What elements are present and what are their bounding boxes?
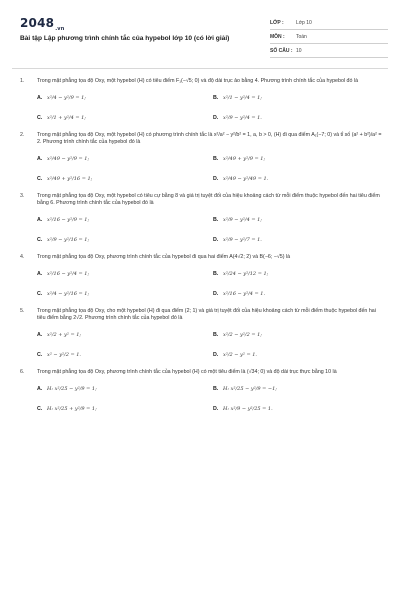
question-number: 6. bbox=[20, 368, 25, 375]
question-1 bbox=[20, 78, 382, 123]
question-number: 3. bbox=[20, 192, 25, 199]
meta-label: SỐ CÂU : bbox=[270, 47, 293, 54]
answer-options bbox=[37, 270, 382, 299]
option-text: H: x²/25 + y²/9 = 1; bbox=[47, 405, 97, 412]
question-5 bbox=[20, 308, 382, 360]
meta-label: MÔN : bbox=[270, 33, 285, 40]
meta-value: Toán bbox=[296, 33, 307, 40]
option-d[interactable] bbox=[213, 404, 383, 413]
option-d[interactable] bbox=[213, 351, 383, 360]
option-text: H: x²/9 − y²/25 = 1. bbox=[223, 405, 273, 412]
option-b[interactable] bbox=[213, 331, 383, 340]
question-head bbox=[20, 193, 382, 208]
answer-options bbox=[37, 216, 382, 245]
option-text: x²/49 − y²/49 = 1. bbox=[223, 176, 269, 183]
question-text: Trong mặt phẳng tọa độ Oxy, cho một hypebol (H) đi qua điểm (2; 1) và giá trị tuyệt đối của hiệu khoảng cách từ mỗi điểm thuộc hypebol đến hai tiêu điểm bằng 2√2. Phương trình chính tắc của hypebol đó là bbox=[37, 307, 376, 322]
option-letter: A. bbox=[37, 95, 43, 102]
option-text: x²/9 − y²/4 = 1; bbox=[223, 217, 262, 224]
answer-options bbox=[37, 155, 382, 184]
option-letter: D. bbox=[213, 176, 219, 183]
meta-row-class bbox=[270, 16, 388, 30]
option-text: x²/24 − y²/12 = 1; bbox=[223, 271, 269, 278]
option-b[interactable] bbox=[213, 155, 383, 164]
option-a[interactable] bbox=[37, 384, 213, 393]
question-text: Trong mặt phẳng tọa độ Oxy, một hypebol có tiêu cự bằng 8 và giá trị tuyệt đối của hiệu khoảng cách từ mỗi điểm thuộc hypebol đến hai tiêu điểm bằng 6. Phương trình chính tắc của hypebol đó là bbox=[37, 192, 380, 207]
question-number: 4. bbox=[20, 253, 25, 260]
option-a[interactable] bbox=[37, 216, 213, 225]
option-text: x²/2 − y² = 1. bbox=[223, 352, 258, 359]
meta-row-count bbox=[270, 44, 388, 58]
option-text: x²/1 + y²/4 = 1; bbox=[47, 115, 86, 122]
option-d[interactable] bbox=[213, 114, 383, 123]
question-text: Trong mặt phẳng tọa độ Oxy, phương trình chính tắc của hypebol (H) có một tiêu điểm là (√34; 0) và độ dài trục thực bằng 10 là bbox=[37, 368, 337, 375]
document-title: Bài tập Lập phương trình chính tắc của hypebol lớp 10 (có lời giải) bbox=[20, 35, 230, 42]
question-text: Trong mặt phẳng tọa độ Oxy, phương trình chính tắc của hypebol đi qua hai điểm A(4√2; 2) và B(−6; −√5) là bbox=[37, 253, 291, 260]
page-header bbox=[12, 12, 388, 62]
option-letter: B. bbox=[213, 217, 219, 224]
option-text: x²/2 + y² = 1; bbox=[47, 332, 82, 339]
option-b[interactable] bbox=[213, 270, 383, 279]
option-a[interactable] bbox=[37, 270, 213, 279]
logo-domain: .vn bbox=[55, 26, 65, 33]
option-text: H: x²/25 − y²/9 = 1; bbox=[47, 385, 97, 392]
option-letter: C. bbox=[37, 176, 43, 183]
option-d[interactable] bbox=[213, 175, 383, 184]
option-text: x²/49 + y²/16 = 1; bbox=[47, 176, 93, 183]
meta-label: LỚP : bbox=[270, 19, 284, 26]
option-letter: B. bbox=[213, 95, 219, 102]
option-c[interactable] bbox=[37, 404, 213, 413]
question-3 bbox=[20, 193, 382, 245]
option-text: H: x²/25 − y²/9 = −1; bbox=[223, 385, 277, 392]
option-letter: D. bbox=[213, 352, 219, 359]
option-text: x² − y²/2 = 1. bbox=[47, 352, 82, 359]
meta-value: Lớp 10 bbox=[296, 19, 312, 26]
option-text: x²/9 − y²/4 = 1. bbox=[223, 115, 262, 122]
option-letter: D. bbox=[213, 405, 219, 412]
option-letter: C. bbox=[37, 115, 43, 122]
answer-options bbox=[37, 331, 382, 360]
question-text: Trong mặt phẳng tọa độ Oxy, một hypebol (H) có phương trình chính tắc là x²/a² − y²/b² = 1, a, b > 0, (H) đi qua điểm A₁(−7; 0) và tỉ số (a² + b²)/a² = 2. Phương trình chính tắc của hypebol đó là bbox=[37, 131, 382, 146]
option-text: x²/9 − y²/7 = 1. bbox=[223, 237, 262, 244]
option-letter: D. bbox=[213, 115, 219, 122]
option-letter: C. bbox=[37, 291, 43, 298]
header-divider bbox=[12, 68, 388, 69]
option-letter: B. bbox=[213, 156, 219, 163]
option-letter: A. bbox=[37, 332, 43, 339]
option-letter: A. bbox=[37, 217, 43, 224]
option-text: x²/4 − y²/16 = 1; bbox=[47, 291, 90, 298]
answer-options bbox=[37, 384, 382, 413]
option-text: x²/49 + y²/9 = 1; bbox=[223, 156, 266, 163]
question-6 bbox=[20, 369, 382, 414]
question-number: 1. bbox=[20, 78, 25, 84]
option-a[interactable] bbox=[37, 94, 213, 103]
option-a[interactable] bbox=[37, 331, 213, 340]
site-logo[interactable] bbox=[20, 16, 65, 32]
question-number: 5. bbox=[20, 307, 25, 314]
document-meta bbox=[270, 16, 388, 58]
option-b[interactable] bbox=[213, 94, 383, 103]
option-letter: B. bbox=[213, 385, 219, 392]
question-head bbox=[20, 369, 382, 377]
option-b[interactable] bbox=[213, 216, 383, 225]
option-letter: C. bbox=[37, 352, 43, 359]
option-letter: D. bbox=[213, 291, 219, 298]
option-text: x²/16 − y²/4 = 1; bbox=[47, 271, 90, 278]
option-d[interactable] bbox=[213, 236, 383, 245]
question-head bbox=[20, 132, 382, 147]
option-letter: B. bbox=[213, 271, 219, 278]
question-text: Trong mặt phẳng tọa độ Oxy, một hypebol (H) có tiêu điểm F₁(−√5; 0) và độ dài trục ảo bằng 4. Phương trình chính tắc của hypebol đó là bbox=[37, 78, 359, 84]
option-a[interactable] bbox=[37, 155, 213, 164]
option-c[interactable] bbox=[37, 290, 213, 299]
option-letter: D. bbox=[213, 237, 219, 244]
answer-options bbox=[37, 94, 382, 123]
option-letter: B. bbox=[213, 332, 219, 339]
option-c[interactable] bbox=[37, 175, 213, 184]
option-letter: A. bbox=[37, 156, 43, 163]
logo-text: 2048 bbox=[20, 16, 55, 30]
option-text: x²/49 − y²/9 = 1; bbox=[47, 156, 90, 163]
question-head bbox=[20, 254, 382, 262]
option-text: x²/16 − y²/9 = 1; bbox=[47, 217, 90, 224]
option-text: x²/2 − y²/2 = 1; bbox=[223, 332, 262, 339]
option-c[interactable] bbox=[37, 351, 213, 360]
option-text: x²/1 − y²/4 = 1; bbox=[223, 95, 262, 102]
option-c[interactable] bbox=[37, 114, 213, 123]
option-d[interactable] bbox=[213, 290, 383, 299]
question-head bbox=[20, 78, 382, 86]
option-c[interactable] bbox=[37, 236, 213, 245]
option-text: x²/16 − y²/4 = 1. bbox=[223, 291, 266, 298]
option-letter: A. bbox=[37, 271, 43, 278]
meta-row-subject bbox=[270, 30, 388, 44]
question-2 bbox=[20, 132, 382, 184]
question-head bbox=[20, 308, 382, 323]
option-letter: C. bbox=[37, 405, 43, 412]
option-text: x²/9 − y²/16 = 1; bbox=[47, 237, 90, 244]
option-letter: A. bbox=[37, 385, 43, 392]
option-letter: C. bbox=[37, 237, 43, 244]
option-text: x²/4 − y²/9 = 1; bbox=[47, 95, 86, 102]
option-b[interactable] bbox=[213, 384, 383, 393]
question-number: 2. bbox=[20, 131, 25, 138]
question-4 bbox=[20, 254, 382, 299]
question-list bbox=[20, 78, 382, 422]
meta-value: 10 bbox=[296, 47, 302, 54]
